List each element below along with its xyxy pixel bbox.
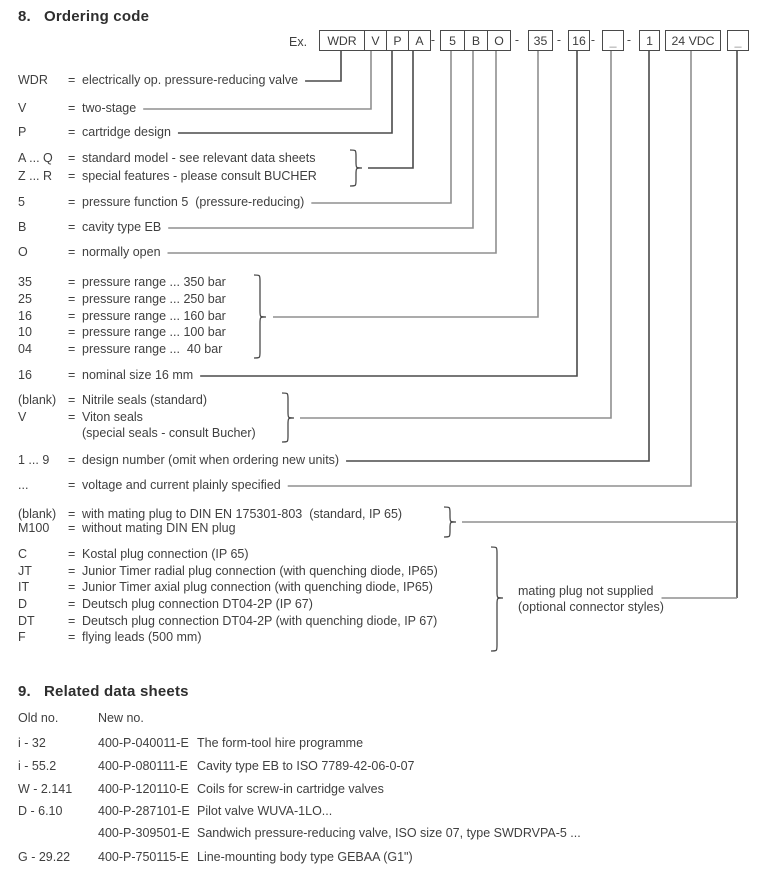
legend-eq: = <box>68 507 76 521</box>
grouping-brace <box>350 150 362 186</box>
legend-eq: = <box>68 478 76 492</box>
legend-eq: = <box>68 393 76 407</box>
legend-eq: = <box>68 368 76 382</box>
legend-code: JT <box>18 564 32 578</box>
legend-code: 35 <box>18 275 32 289</box>
code-box-group <box>568 30 590 51</box>
grouping-brace <box>254 275 266 358</box>
legend-eq: = <box>68 309 76 323</box>
legend-code: ... <box>18 478 29 492</box>
section-9-number: 9. <box>18 683 31 700</box>
legend-code: P <box>18 125 27 139</box>
section-9-title: Related data sheets <box>44 683 189 700</box>
legend-desc: special features - please consult BUCHER <box>82 169 317 183</box>
table-header-old: Old no. <box>18 711 59 725</box>
legend-desc: cavity type EB <box>82 220 162 234</box>
legend-eq: = <box>68 630 76 644</box>
legend-code: 5 <box>18 195 25 209</box>
legend-code: 16 <box>18 368 32 382</box>
table-cell-desc: Cavity type EB to ISO 7789-42-06-0-07 <box>197 759 415 773</box>
legend-code: C <box>18 547 28 561</box>
table-header-new: New no. <box>98 711 144 725</box>
legend-eq: = <box>68 101 76 115</box>
example-prefix: Ex. <box>289 35 308 49</box>
legend-desc: voltage and current plainly specified <box>82 478 281 492</box>
legend-desc: standard model - see relevant data sheets <box>82 151 316 165</box>
code-box: B <box>464 31 487 50</box>
box-dash: - <box>626 33 632 47</box>
code-box: V <box>364 31 386 50</box>
legend-code: (blank) <box>18 507 57 521</box>
connector-line <box>368 51 413 168</box>
box-dash: - <box>590 33 596 47</box>
legend-eq: = <box>68 580 76 594</box>
code-box-group <box>602 30 624 51</box>
legend-eq: = <box>68 73 76 87</box>
legend-code: 1 ... 9 <box>18 453 50 467</box>
table-cell-new: 400-P-287101-E <box>98 804 190 818</box>
legend-desc: with mating plug to DIN EN 175301-803 (standard, IP 65) <box>82 507 403 521</box>
legend-code: O <box>18 245 28 259</box>
table-cell-old: G - 29.22 <box>18 850 71 864</box>
legend-desc: Deutsch plug connection DT04-2P (with quenching diode, IP 67) <box>82 614 438 628</box>
table-cell-new: 400-P-080111-E <box>98 759 188 773</box>
legend-code: F <box>18 630 26 644</box>
side-note-line: (optional connector styles) <box>518 600 664 614</box>
section-8-number: 8. <box>18 8 31 25</box>
table-cell-old: i - 55.2 <box>18 759 57 773</box>
legend-eq: = <box>68 597 76 611</box>
legend-desc: without mating DIN EN plug <box>82 521 236 535</box>
table-cell-new: 400-P-120110-E <box>98 782 189 796</box>
legend-eq: = <box>68 342 76 356</box>
grouping-brace <box>282 393 294 442</box>
connector-line <box>305 51 341 81</box>
table-cell-new: 400-P-309501-E <box>98 826 190 840</box>
legend-eq: = <box>68 564 76 578</box>
legend-code: (blank) <box>18 393 57 407</box>
legend-code: 04 <box>18 342 32 356</box>
box-dash: - <box>514 33 520 47</box>
legend-eq: = <box>68 292 76 306</box>
legend-desc: electrically op. pressure-reducing valve <box>82 73 299 87</box>
legend-eq: = <box>68 195 76 209</box>
legend-eq: = <box>68 453 76 467</box>
code-box: 24 VDC <box>671 33 715 48</box>
legend-desc: nominal size 16 mm <box>82 368 194 382</box>
box-dash: - <box>430 33 436 47</box>
side-note-line: mating plug not supplied <box>518 584 654 598</box>
legend-desc: flying leads (500 mm) <box>82 630 202 644</box>
legend-desc: pressure range ... 350 bar <box>82 275 226 289</box>
legend-code: 16 <box>18 309 32 323</box>
section-8-title: Ordering code <box>44 8 150 25</box>
table-cell-desc: Line-mounting body type GEBAA (G1") <box>197 850 413 864</box>
table-cell-desc: Pilot valve WUVA-1LO... <box>197 804 333 818</box>
code-box-group <box>319 30 431 51</box>
table-cell-new: 400-P-040011-E <box>98 736 189 750</box>
connector-line <box>273 51 538 317</box>
table-cell-old: W - 2.141 <box>18 782 73 796</box>
legend-desc: Viton seals <box>82 410 143 424</box>
legend-desc: pressure range ... 250 bar <box>82 292 226 306</box>
legend-desc: Junior Timer axial plug connection (with quenching diode, IP65) <box>82 580 433 594</box>
legend-eq: = <box>68 245 76 259</box>
legend-code: V <box>18 101 27 115</box>
code-box: P <box>386 31 408 50</box>
legend-desc: pressure range ... 160 bar <box>82 309 226 323</box>
legend-code: 25 <box>18 292 32 306</box>
legend-code: WDR <box>18 73 48 87</box>
code-box-group <box>727 30 749 51</box>
legend-code: D <box>18 597 28 611</box>
legend-eq: = <box>68 169 76 183</box>
code-box: WDR <box>327 33 357 48</box>
grouping-brace <box>444 507 456 537</box>
code-box: O <box>487 31 510 50</box>
code-box: 5 <box>449 33 456 48</box>
legend-desc: design number (omit when ordering new units) <box>82 453 340 467</box>
legend-eq: = <box>68 275 76 289</box>
code-box-group <box>665 30 721 51</box>
legend-desc: (special seals - consult Bucher) <box>82 426 256 440</box>
table-cell-desc: The form-tool hire programme <box>197 736 364 750</box>
code-box: 1 <box>646 33 653 48</box>
legend-eq: = <box>68 547 76 561</box>
legend-code: M100 <box>18 521 50 535</box>
legend-code: A ... Q <box>18 151 53 165</box>
table-cell-old: D - 6.10 <box>18 804 63 818</box>
grouping-brace <box>491 547 503 651</box>
legend-desc: pressure range ... 100 bar <box>82 325 226 339</box>
connector-line <box>288 51 691 486</box>
legend-eq: = <box>68 151 76 165</box>
legend-desc: Junior Timer radial plug connection (with quenching diode, IP65) <box>82 564 438 578</box>
legend-desc: Kostal plug connection (IP 65) <box>82 547 249 561</box>
legend-code: IT <box>18 580 30 594</box>
connector-line <box>178 51 392 133</box>
connector-line <box>311 51 451 203</box>
code-box: A <box>408 31 430 50</box>
legend-desc: pressure function 5 (pressure-reducing) <box>82 195 305 209</box>
connector-line <box>346 51 649 461</box>
legend-eq: = <box>68 614 76 628</box>
legend-desc: two-stage <box>82 101 137 115</box>
code-box-group <box>528 30 553 51</box>
legend-eq: = <box>68 521 76 535</box>
code-box-group <box>639 30 660 51</box>
legend-desc: Nitrile seals (standard) <box>82 393 208 407</box>
legend-code: B <box>18 220 27 234</box>
legend-code: DT <box>18 614 35 628</box>
box-dash: - <box>556 33 562 47</box>
legend-desc: Deutsch plug connection DT04-2P (IP 67) <box>82 597 313 611</box>
legend-code: Z ... R <box>18 169 53 183</box>
legend-code: 10 <box>18 325 32 339</box>
table-cell-desc: Sandwich pressure-reducing valve, ISO size 07, type SWDRVPA-5 ... <box>197 826 581 840</box>
table-cell-old: i - 32 <box>18 736 46 750</box>
code-box-group <box>440 30 511 51</box>
legend-desc: normally open <box>82 245 161 259</box>
legend-desc: cartridge design <box>82 125 171 139</box>
connector-line <box>300 51 611 418</box>
code-box: 35 <box>533 33 548 48</box>
legend-eq: = <box>68 220 76 234</box>
legend-code: V <box>18 410 27 424</box>
code-box: _ <box>609 33 617 48</box>
connector-line <box>200 51 577 376</box>
code-box: 16 <box>572 33 586 48</box>
table-cell-new: 400-P-750115-E <box>98 850 189 864</box>
legend-eq: = <box>68 410 76 424</box>
legend-eq: = <box>68 125 76 139</box>
legend-eq: = <box>68 325 76 339</box>
table-cell-desc: Coils for screw-in cartridge valves <box>197 782 384 796</box>
code-box: _ <box>734 33 742 48</box>
legend-desc: pressure range ... 40 bar <box>82 342 223 356</box>
